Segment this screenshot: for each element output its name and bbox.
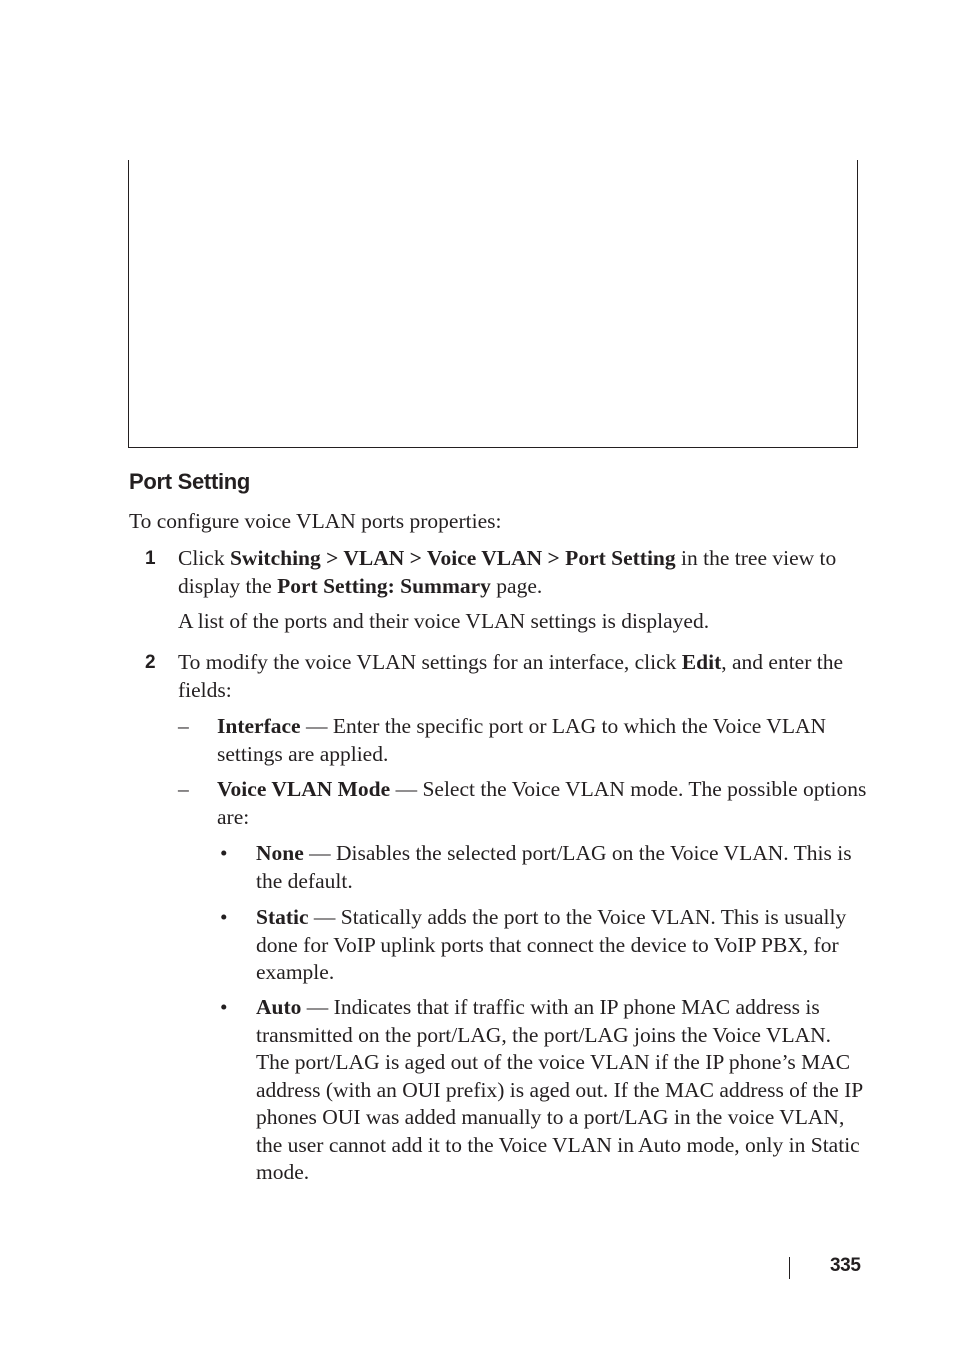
- step-1-page-name: Port Setting: Summary: [277, 573, 491, 598]
- intro-text: To configure voice VLAN ports properties:: [129, 509, 502, 533]
- field-dash-marker: –: [178, 714, 189, 738]
- field-desc: — Select the Voice VLAN mode. The possible options are:: [217, 777, 867, 829]
- step-1-note: A list of the ports and their voice VLAN settings is displayed.: [178, 609, 710, 633]
- option-desc: — Indicates that if traffic with an IP phone MAC address is transmitted on the port/LAG, the port/LAG joins the Voice VLAN. The port/LAG is aged out of the voice VLAN if the IP phone’s MAC address (with an OUI prefix) is aged out. If the MAC address of the IP phones OUI was added manually to a port/LAG in the voice VLAN, the user cannot add it to the Voice VLAN in Auto mode, only in Static mode.: [256, 995, 863, 1184]
- step-2-number: 2: [145, 652, 156, 673]
- step-2-pre: To modify the voice VLAN settings for an interface, click: [178, 650, 682, 674]
- step-1-number: 1: [145, 548, 156, 569]
- section-title: Port Setting: [129, 469, 251, 494]
- option-term: Auto: [256, 995, 302, 1019]
- option-bullet: •: [220, 905, 228, 929]
- step-1-menu-path: Switching > VLAN > Voice VLAN > Port Setting: [229, 546, 676, 570]
- page-number: 335: [830, 1255, 861, 1276]
- option-term: Static: [256, 905, 309, 929]
- field-voice-vlan-mode: [217, 776, 867, 831]
- step-1-text: [178, 545, 868, 600]
- option-auto: [256, 994, 868, 1187]
- step-1-post: page.: [490, 573, 543, 598]
- option-term: None: [256, 841, 304, 865]
- option-desc: — Statically adds the port to the Voice VLAN. This is usually done for VoIP uplink ports that connect the device to VoIP PBX, for example.: [256, 905, 847, 984]
- option-bullet: •: [220, 841, 228, 865]
- option-desc: — Disables the selected port/LAG on the Voice VLAN. This is the default.: [256, 841, 852, 893]
- field-desc: — Enter the specific port or LAG to which the Voice VLAN settings are applied.: [217, 714, 827, 766]
- step-1-pre: Click: [178, 546, 230, 570]
- field-term: Interface: [217, 714, 301, 738]
- step-2-text: [178, 649, 868, 704]
- footer-divider: [789, 1257, 790, 1279]
- field-interface: [217, 713, 867, 768]
- step-2-post: , and enter the fields:: [178, 650, 844, 702]
- option-static: [256, 904, 868, 987]
- option-bullet: •: [220, 995, 228, 1019]
- step-1-mid: in the tree view to display the: [178, 546, 837, 598]
- step-2-action: Edit: [681, 650, 722, 674]
- screenshot-frame: [128, 160, 858, 448]
- field-term: Voice VLAN Mode: [217, 777, 391, 801]
- option-none: [256, 840, 868, 895]
- field-dash-marker: –: [178, 777, 189, 801]
